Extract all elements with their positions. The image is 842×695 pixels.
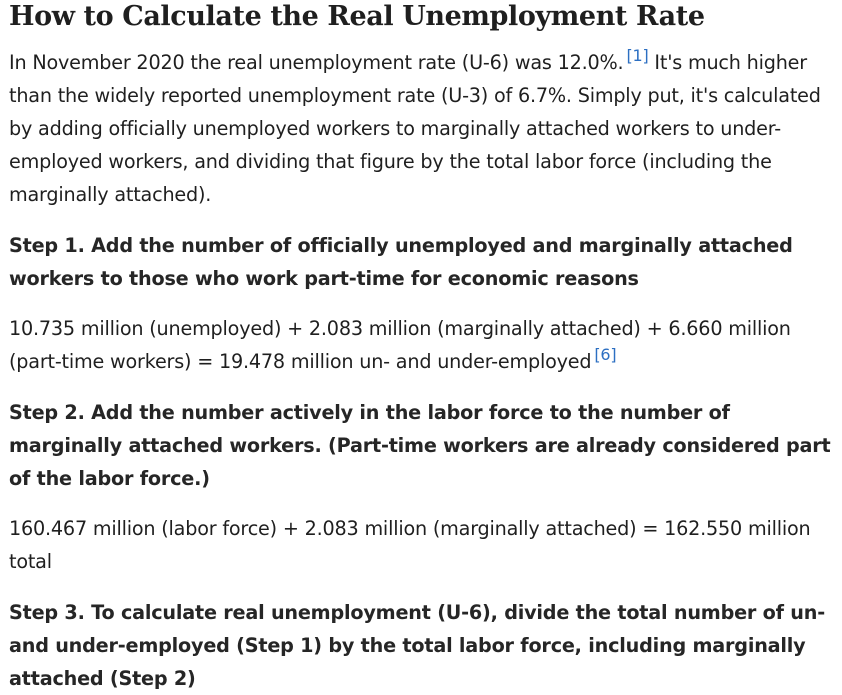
step-2-heading: Step 2. Add the number actively in the labor force to the number of marginally attached workers. (Part-time workers are already considered part of the labor force.) [9,401,831,490]
step-2-calculation: 160.467 million (labor force) + 2.083 million (marginally attached) = 162.550 million total [9,517,811,573]
article [9,0,842,695]
step-1-calculation [9,312,842,378]
step-1-calculation-text: 10.735 million (unemployed) + 2.083 million (marginally attached) + 6.660 million (part-time workers) = 19.478 million un- and under-employed [9,317,791,373]
step-3-heading: Step 3. To calculate real unemployment (U-6), divide the total number of un- and under-employed (Step 1) by the total labor force, including marginally attached (Step 2) [9,601,825,690]
footnote-link-1[interactable]: [1] [626,46,649,65]
step-1-heading: Step 1. Add the number of officially unemployed and marginally attached workers to those who work part-time for economic reasons [9,234,793,290]
article-title: How to Calculate the Real Unemployment Rate [9,1,705,32]
intro-text-part2: It's much higher than the widely reported unemployment rate (U-3) of 6.7%. Simply put, it's calculated by adding officially unemployed workers to marginally attached workers to under-employed workers, and dividing that figure by the total labor force (including the marginally attached). [9,51,821,206]
intro-text-part1: In November 2020 the real unemployment rate (U-6) was 12.0%. [9,51,624,74]
intro-paragraph [9,46,842,211]
footnote-link-6[interactable]: [6] [594,345,617,364]
